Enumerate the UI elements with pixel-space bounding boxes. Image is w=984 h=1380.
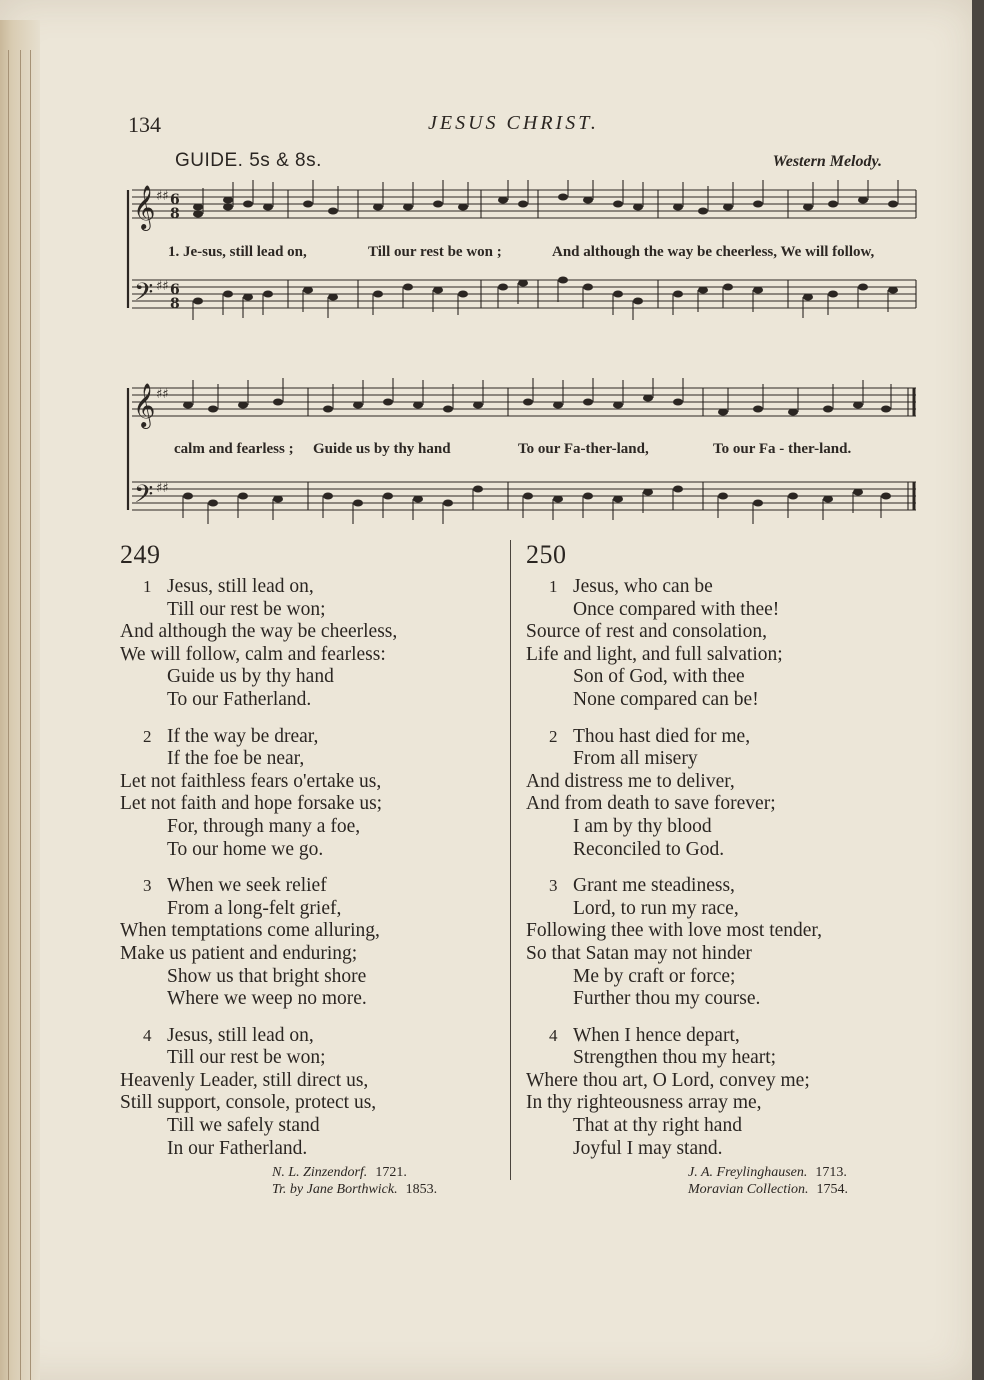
- hymn-number: 250: [526, 540, 567, 569]
- verse-line: Further thou my course.: [573, 988, 761, 1010]
- stanza-4: [120, 1025, 500, 1161]
- verse-line: In our Fatherland.: [167, 1137, 308, 1159]
- verse-line: And from death to save forever;: [526, 793, 776, 815]
- svg-text:8: 8: [170, 296, 180, 312]
- stanza-2: [120, 726, 500, 862]
- svg-text:♯♯: ♯♯: [156, 279, 169, 294]
- verse-line: 3 When we seek relief: [143, 875, 327, 897]
- tune-source: Western Melody.: [772, 153, 882, 170]
- verse-line: And distress me to deliver,: [526, 770, 735, 792]
- verse-line: Me by craft or force;: [573, 965, 736, 987]
- column-divider: [510, 540, 511, 1180]
- verse-line: For, through many a foe,: [167, 815, 361, 837]
- book-edge-right: [972, 0, 984, 1380]
- stanza-1: [526, 576, 906, 712]
- verse-line: To our home we go.: [167, 838, 324, 860]
- page-number: 134: [128, 112, 161, 137]
- svg-text:𝄢: 𝄢: [134, 480, 154, 515]
- verse-line: In thy righteousness array me,: [526, 1092, 762, 1114]
- score-lyric-2c: To our Fa-ther-land,: [518, 441, 649, 457]
- verse-number: 3: [143, 876, 152, 896]
- verse-line: 1 Jesus, still lead on,: [143, 576, 314, 597]
- score-lyric-1c: And although the way be cheerless, We will follow,: [552, 244, 875, 260]
- verse-line: Joyful I may stand.: [573, 1137, 723, 1159]
- svg-text:𝄞: 𝄞: [133, 383, 156, 427]
- verse-line: 4 Jesus, still lead on,: [143, 1024, 314, 1046]
- verse-line: Show us that bright shore: [167, 965, 367, 987]
- verse-line: 2 Thou hast died for me,: [549, 725, 751, 747]
- verse-line: And although the way be cheerless,: [120, 621, 398, 643]
- svg-text:♯♯: ♯♯: [156, 387, 169, 402]
- verse-line: Lord, to run my race,: [573, 897, 739, 919]
- verse-line: Make us patient and enduring;: [120, 942, 358, 964]
- score-lyric-2d: To our Fa - ther-land.: [713, 441, 852, 457]
- verse-number: 4: [143, 1025, 152, 1045]
- book-spine: [0, 20, 40, 1380]
- verse-line: Once compared with thee!: [573, 598, 780, 620]
- verse-line: When temptations come alluring,: [120, 920, 380, 942]
- attribution: [526, 1164, 906, 1198]
- verse-line: Reconciled to God.: [573, 838, 725, 860]
- verse-line: That at thy right hand: [573, 1115, 742, 1137]
- verse-number: 2: [549, 726, 558, 746]
- verse-line: If the foe be near,: [167, 748, 305, 770]
- author-line: J. A. Freylinghausen. 1713.: [688, 1165, 847, 1181]
- verse-line: 3 Grant me steadiness,: [549, 875, 735, 897]
- verse-line: Till our rest be won;: [167, 598, 326, 620]
- verse-line: Guide us by thy hand: [167, 666, 334, 688]
- verse-line: Till our rest be won;: [167, 1047, 326, 1069]
- stanza-3: [120, 875, 500, 1011]
- tune-name: GUIDE. 5s & 8s.: [175, 150, 322, 171]
- score-lyric-2b: Guide us by thy hand: [313, 441, 451, 457]
- running-head: [128, 112, 918, 142]
- verse-line: Strengthen thou my heart;: [573, 1047, 777, 1069]
- attribution: [120, 1164, 500, 1198]
- svg-text:8: 8: [170, 206, 180, 222]
- verse-line: Life and light, and full salvation;: [526, 643, 783, 665]
- verse-number: 1: [143, 577, 152, 596]
- verse-line: Following thee with love most tender,: [526, 920, 823, 942]
- score-lyric-2a: calm and fearless ;: [174, 441, 294, 457]
- verse-line: Still support, console, protect us,: [120, 1092, 377, 1114]
- verse-line: Till we safely stand: [167, 1115, 320, 1137]
- verse-line: From all misery: [573, 748, 698, 770]
- verse-line: 4 When I hence depart,: [549, 1024, 740, 1046]
- stanza-4: [526, 1025, 906, 1161]
- svg-text:𝄞: 𝄞: [133, 185, 156, 229]
- svg-text:♯♯: ♯♯: [156, 189, 169, 204]
- verse-line: Let not faithless fears o'ertake us,: [120, 770, 382, 792]
- verse-line: 2 If the way be drear,: [143, 725, 319, 747]
- verse-number: 2: [143, 726, 152, 746]
- svg-text:6: 6: [170, 282, 180, 298]
- verse-number: 3: [549, 876, 558, 896]
- stanza-2: [526, 726, 906, 862]
- score-lyric-1a: 1. Je-sus, still lead on,: [168, 244, 307, 260]
- score-lyric-1b: Till our rest be won ;: [368, 244, 502, 260]
- verse-line: Let not faith and hope forsake us;: [120, 793, 383, 815]
- hymn-number: 249: [120, 540, 161, 569]
- hymn-250: [526, 540, 906, 1198]
- running-title: JESUS CHRIST.: [428, 112, 599, 134]
- hymn-249: [120, 540, 500, 1198]
- svg-text:♯♯: ♯♯: [156, 481, 169, 496]
- verse-line: Son of God, with thee: [573, 666, 745, 688]
- verse-line: Where thou art, O Lord, convey me;: [526, 1069, 810, 1091]
- verse-number: 1: [549, 577, 558, 596]
- stanza-1: [120, 576, 500, 712]
- verse-line: I am by thy blood: [573, 815, 712, 837]
- stanza-3: [526, 875, 906, 1011]
- verse-line: So that Satan may not hinder: [526, 942, 752, 964]
- verse-line: None compared can be!: [573, 688, 759, 710]
- verse-line: Where we weep no more.: [167, 988, 367, 1010]
- verse-line: Source of rest and consolation,: [526, 621, 767, 643]
- verse-line: To our Fatherland.: [167, 688, 312, 710]
- verse-line: Heavenly Leader, still direct us,: [120, 1069, 369, 1091]
- verse-number: 4: [549, 1025, 558, 1045]
- translator-line: Tr. by Jane Borthwick. 1853.: [272, 1182, 438, 1198]
- source-line: Moravian Collection. 1754.: [688, 1182, 849, 1198]
- author-line: N. L. Zinzendorf. 1721.: [272, 1165, 407, 1181]
- verse-line: 1 Jesus, who can be: [549, 576, 713, 597]
- svg-text:6: 6: [170, 192, 180, 208]
- verse-line: From a long-felt grief,: [167, 897, 342, 919]
- verse-line: We will follow, calm and fearless:: [120, 643, 386, 665]
- svg-text:𝄢: 𝄢: [134, 278, 154, 313]
